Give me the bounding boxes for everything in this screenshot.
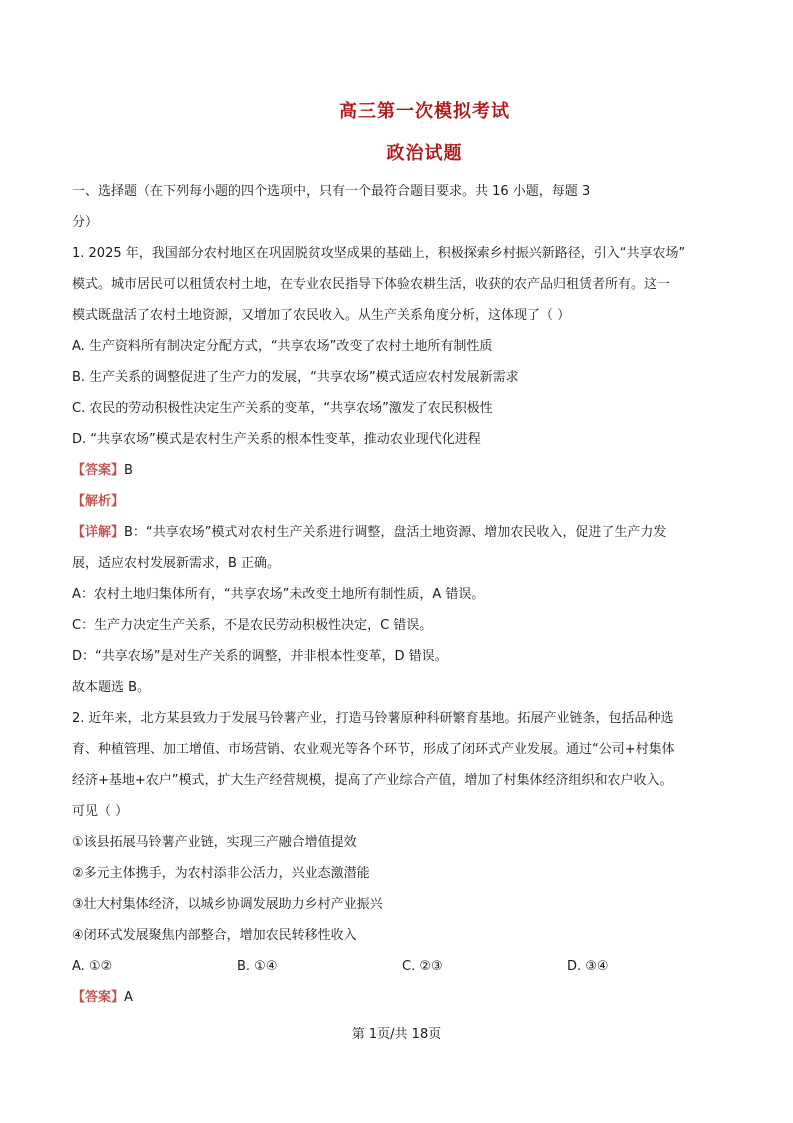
q1-option-a: A. 生产资料所有制决定分配方式，“共享农场”改变了农村土地所有制性质 (72, 339, 493, 354)
q1-detail-line: A：农村土地归集体所有，“共享农场”未改变土地所有制性质，A 错误。 (72, 587, 485, 602)
q1-stem-line: 1. 2025 年，我国部分农村地区在巩固脱贫攻坚成果的基础上，积极探索乡村振兴新路径，引入“共享农场” (72, 246, 686, 261)
q1-answer (72, 455, 732, 486)
q2-option-c: C. ②③ (402, 959, 443, 974)
q1-option-c: C. 农民的劳动积极性决定生产关系的变革，“共享农场”激发了农民积极性 (72, 401, 493, 416)
q1-detail-line: D：“共享农场”是对生产关系的调整，并非根本性变革，D 错误。 (72, 649, 448, 664)
q2-option-a: A. ①② (72, 959, 113, 974)
q2-statement: ②多元主体携手，为农村添非公活力，兴业态激潜能 (72, 866, 370, 881)
answer-value: A (124, 990, 133, 1005)
q2-stem-line: 2. 近年来，北方某县致力于发展马铃薯产业，打造马铃薯原种科研繁育基地。拓展产业链条，包括品种选 (72, 711, 674, 726)
q1-detail-line (72, 517, 732, 548)
q1-stem-line: 模式既盘活了农村土地资源，又增加了农民收入。从生产关系角度分析，这体现了（ ） (72, 308, 571, 323)
page-number: 第 1页/共 18页 (351, 1027, 442, 1042)
page-subtitle: 政治试题 (386, 143, 463, 164)
section-heading-cont: 分） (72, 215, 99, 230)
q2-statement: ③壮大村集体经济，以城乡协调发展助力乡村产业振兴 (72, 897, 383, 912)
q1-option-d: D. “共享农场”模式是农村生产关系的根本性变革，推动农业现代化进程 (72, 432, 481, 447)
q2-stem-line: 育、种植管理、加工增值、市场营销、农业观光等各个环节，形成了闭环式产业发展。通过“公司+村集体 (72, 742, 675, 757)
q2-stem-line: 可见（ ） (72, 804, 129, 819)
q1-stem-line: 模式。城市居民可以租赁农村土地，在专业农民指导下体验农耕生活，收获的农产品归租赁者所有。这一 (72, 277, 671, 292)
answer-tag: 【答案】 (72, 990, 125, 1005)
analysis-tag: 【解析】 (72, 494, 125, 509)
q2-options (72, 951, 732, 982)
q1-option-b: B. 生产关系的调整促进了生产力的发展，“共享农场”模式适应农村发展新需求 (72, 370, 519, 385)
page-title: 高三第一次模拟考试 (339, 101, 510, 122)
answer-value: B (124, 463, 133, 478)
q1-detail-line: 展，适应农村发展新需求，B 正确。 (72, 556, 281, 571)
q2-stem-line: 经济+基地+农户”模式，扩大生产经营规模，提高了产业综合产值，增加了村集体经济组织和农户收入。 (72, 773, 673, 788)
q2-option-d: D. ③④ (567, 959, 609, 974)
detail-text: B：“共享农场”模式对农村生产关系进行调整，盘活土地资源、增加农民收入，促进了生产力发 (124, 525, 667, 540)
detail-tag: 【详解】 (72, 525, 125, 540)
answer-tag: 【答案】 (72, 463, 125, 478)
q2-statement: ④闭环式发展聚焦内部整合，增加农民转移性收入 (72, 928, 357, 943)
section-heading: 一、选择题（在下列每小题的四个选项中，只有一个最符合题目要求。共 16 小题，每题 3 (72, 184, 591, 199)
q2-option-b: B. ①④ (237, 959, 278, 974)
q2-statement: ①该县拓展马铃薯产业链，实现三产融合增值提效 (72, 835, 357, 850)
q1-detail-line: C：生产力决定生产关系，不是农民劳动积极性决定，C 错误。 (72, 618, 433, 633)
page-content (72, 176, 732, 1013)
q2-answer (72, 982, 732, 1013)
q1-analysis (72, 486, 732, 517)
q1-conclusion: 故本题选 B。 (72, 680, 151, 695)
